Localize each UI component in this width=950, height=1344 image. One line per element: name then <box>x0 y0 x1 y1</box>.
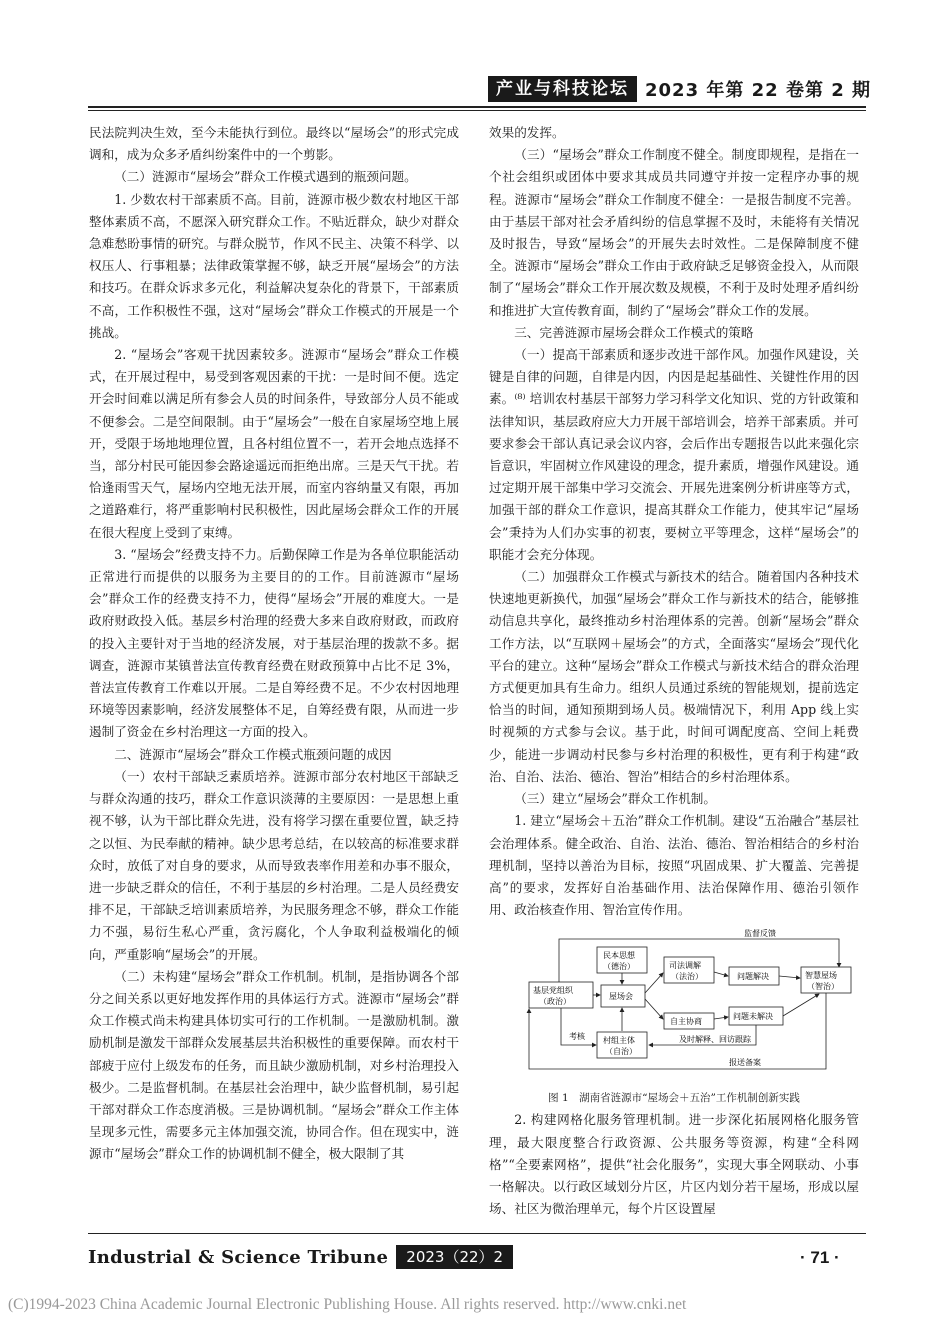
label-supervise: 监督反馈 <box>744 929 776 939</box>
paragraph: 2. 构建网格化服务管理机制。进一步深化拓展网格化服务管理，最大限度整合行政资源、公共服务等资源，构建“全科网格”“全要素网格”，提供“社会化服务”，实现大事全网联动、小事一格解决。以行政区域划分片区，片区内划分若干屋场，形成以屋场、社区为微治理单元，每个片区设置屋 <box>489 1112 859 1217</box>
page-number: · 71 · <box>800 1248 840 1267</box>
label-dezhi: （德治） <box>603 962 635 972</box>
paragraph: （一）提高干部素质和逐步改进干部作风。加强作风建设，关键是自律的问题，自律是内因，内因是起基础性、关键性作用的因素。⁽⁸⁾ 培训农村基层干部努力学习科学文化知识、党的方针政策和法律知识，基层政府应大力开展干部培训会，培养干部素质。并可要求参会干部认真记录会议内容，会后作出专题报告以此来强化宗旨意识，牢固树立作风建设的理念，提升素质，增强作风建设。通过定期开展干部集中学习交流会、开展先进案例分析讲座等方式，加强干部的群众工作意识，提高其群众工作能力，使其牢记“屋场会”秉持为人们办实事的初衷，要树立平等理念，这样“屋场会”的职能才会充分体现。 <box>489 347 859 562</box>
paragraph: 三、完善涟源市屋场会群众工作模式的策略 <box>514 324 754 340</box>
footer-rule <box>88 1233 866 1234</box>
paragraph: （二）未构建“屋场会”群众工作机制。机制，是指协调各个部分之间关系以更好地发挥作用的具体运行方式。涟源市“屋场会”群众工作模式尚未构建具体切实可行的工作机制。一是激励机制。激励机制是激发干部群众发展基层共治积极性的重要保障。而农村干部疲于应付上级发布的任务，而且缺少激励机制，对乡村治理投入极少。二是监督机制。在基层社会治理中，缺少监督机制，易引起干部对群众工作态度消极。三是协调机制。“屋场会”群众工作主体呈现多元性，需要多元主体加强交流，协同合作。但在现实中，涟源市“屋场会”群众工作的协调机制不健全，极大限制了其 <box>89 968 459 1162</box>
copyright-notice: (C)1994-2023 China Academic Journal Electronic Publishing House. All rights reserved. http://www.cnki.net <box>8 1296 687 1313</box>
issue-info: 2023 年第 22 卷第 2 期 <box>645 80 872 101</box>
label-zhengzhi: （政治） <box>539 997 571 1007</box>
right-column-top-text <box>489 122 859 921</box>
label-fazhi: （法治） <box>671 972 703 982</box>
figure-1 <box>489 927 859 1107</box>
figure-caption: 图 1 湖南省涟源市“屋场会＋五治”工作机制创新实践 <box>548 1092 800 1105</box>
label-jishi: 及时解释、回访跟踪 <box>679 1035 751 1045</box>
paragraph: 民法院判决生效，至今未能执行到位。最终以“屋场会”的形式完成调和，成为众多矛盾纠纷案件中的一个剪影。 <box>89 125 459 163</box>
header-rule <box>88 106 866 108</box>
label-jiceng: 基层党组织 <box>533 986 573 996</box>
label-wenti: 问题解决 <box>737 972 769 982</box>
label-zizhi: （自治） <box>605 1047 637 1057</box>
label-baosong: 报送备案 <box>729 1058 761 1068</box>
paragraph: （三）建立“屋场会”群众工作机制。 <box>514 791 716 807</box>
label-minben: 民本思想 <box>603 951 635 961</box>
label-wuchang: 屋场会 <box>609 992 633 1002</box>
right-column-bottom-text <box>489 1109 859 1220</box>
issue-box: 2023（22）2 <box>396 1245 513 1269</box>
paragraph: （一）农村干部缺乏素质培养。涟源市部分农村地区干部缺乏与群众沟通的技巧，群众工作意识淡薄的主要原因：一是思想上重视不够，认为干部比群众先进，没有将学习摆在重要位置，缺乏持之以恒、为民奉献的精神。缺少思考总结，在以较高的标准要求群众时，放低了对自身的要求，从而导致表率作用差和办事不服众，进一步缺乏群众的信任，不利于基层的乡村治理。二是人员经费安排不足，干部缺乏培训素质培养，为民服务理念不够，群众工作能力不强，易衍生私心严重，贪污腐化，个人争取利益极端化的倾向，严重影响“屋场会”的开展。 <box>89 768 459 962</box>
paragraph: 1. 少数农村干部素质不高。目前，涟源市极少数农村地区干部整体素质不高，不愿深入研究群众工作。不贴近群众，缺少对群众急难愁盼事情的研究。与群众脱节，作风不民主、决策不科学、以权压人、行事粗暴；法律政策掌握不够，缺乏开展“屋场会”的方法和技巧。在群众诉求多元化，利益解决复杂化的背景下，干部素质不高，工作积极性不强，这对“屋场会”群众工作模式的开展是一个挑战。 <box>89 191 459 340</box>
paragraph: （二）加强群众工作模式与新技术的结合。随着国内各种技术快速地更新换代，加强“屋场会”群众工作与新技术的结合，能够推动信息共享化，最终推动乡村治理体系的完善。创新“屋场会”群众工作方法，以“互联网＋屋场会”的方式，全面落实“屋场会”现代化平台的建立。这种“屋场会”群众工作模式与新技术结合的群众治理方式便更加具有生命力。组织人员通过系统的智能规划，提前选定恰当的时间，通知预期到场人员。极端情况下，利用 App 线上实时视频的方式参与会议。基于此，时间可调配度高、空间上耗费少，能进一步调动村民参与乡村治理的积极性，更有利于构建“政治、自治、法治、德治、智治”相结合的乡村治理体系。 <box>489 569 859 784</box>
label-wenti-no: 问题未解决 <box>733 1012 773 1022</box>
right-column <box>489 122 859 1220</box>
paragraph: 效果的发挥。 <box>489 125 565 140</box>
label-zhizhi: （智治） <box>807 982 839 992</box>
paragraph: 1. 建立“屋场会＋五治”群众工作机制。建设“五治融合”基层社会治理体系。健全政治、自治、法治、德治、智治相结合的乡村治理机制，坚持以善治为目标，按照“巩固成果、扩大覆盖、完善提高”的要求，发挥好自治基础作用、法治保障作用、德治引领作用、政治核查作用、智治宣传作用。 <box>489 813 859 918</box>
label-kaohe: 考核 <box>569 1032 585 1042</box>
label-xieshang: 自主协商 <box>670 1017 702 1027</box>
journal-footer <box>88 1245 513 1269</box>
paragraph: （二）涟源市“屋场会”群众工作模式遇到的瓶颈问题。 <box>114 169 417 185</box>
paragraph: （三）“屋场会”群众工作制度不健全。制度即规程，是指在一个社会组织或团体中要求其成员共同遵守并按一定程序办事的规程。涟源市“屋场会”群众工作制度不健全：一是报告制度不完善。由于基层干部对社会矛盾纠纷的信息掌握不及时，未能将有关情况及时报告，导致“屋场会”的开展失去时效性。二是保障制度不健全。涟源市“屋场会”群众工作由于政府缺乏足够资金投入，从而限制了“屋场会”群众工作开展次数及规模，不利于及时处理矛盾纠纷和推进扩大宣传教育面，制约了“屋场会”群众工作的发展。 <box>489 147 859 318</box>
journal-header <box>488 76 871 102</box>
label-sifa: 司法调解 <box>669 961 701 971</box>
left-column <box>89 122 459 1166</box>
label-cunzu: 村组主体 <box>603 1036 635 1046</box>
paragraph: 3. “屋场会”经费支持不力。后勤保障工作是为各单位职能活动正常进行而提供的以服务为主要目的的工作。目前涟源市“屋场会”群众工作的经费支持不力，使得“屋场会”开展的难度大。一是政府财政投入低。基层乡村治理的经费大多来自政府财政，而政府的投入主要针对于当地的经济发展，对于基层治理的拨款不多。据调查，涟源市某镇普法宣传教育经费在财政预算中占比不足 3%，普法宣传教育工作难以开展。二是自筹经费不足。不少农村因地理环境等因素影响，经济发展整体不足，自筹经费有限，从而进一步遏制了资金在乡村治理这一方面的投入。 <box>89 546 459 740</box>
journal-name-cn: 产业与科技论坛 <box>488 76 637 102</box>
mechanism-diagram <box>489 927 859 1087</box>
paragraph: 二、涟源市“屋场会”群众工作模式瓶颈问题的成因 <box>114 746 392 762</box>
label-zhihui: 智慧屋场 <box>805 971 837 981</box>
paragraph: 2. “屋场会”客观干扰因素较多。涟源市“屋场会”群众工作模式，在开展过程中，易受到客观因素的干扰：一是时间不便。选定开会时间难以满足所有参会人员的时间条件，导致部分人员不能或不便参会。二是空间限制。由于“屋场会”一般在自家屋场空地上展开，受限于场地地理位置，且各村组位置不一，若开会地点选择不当，部分村民可能因参会路途遥远而拒绝出席。三是天气干扰。若恰逢雨雪天气，屋场内空地无法开展，而室内容纳量又有限，再加之道路难行，将严重影响村民积极性，因此屋场会群众工作的开展在很大程度上受到了束缚。 <box>89 347 459 540</box>
journal-name-en: Industrial & Science Tribune <box>88 1246 389 1268</box>
header-rule-thin <box>88 110 866 111</box>
